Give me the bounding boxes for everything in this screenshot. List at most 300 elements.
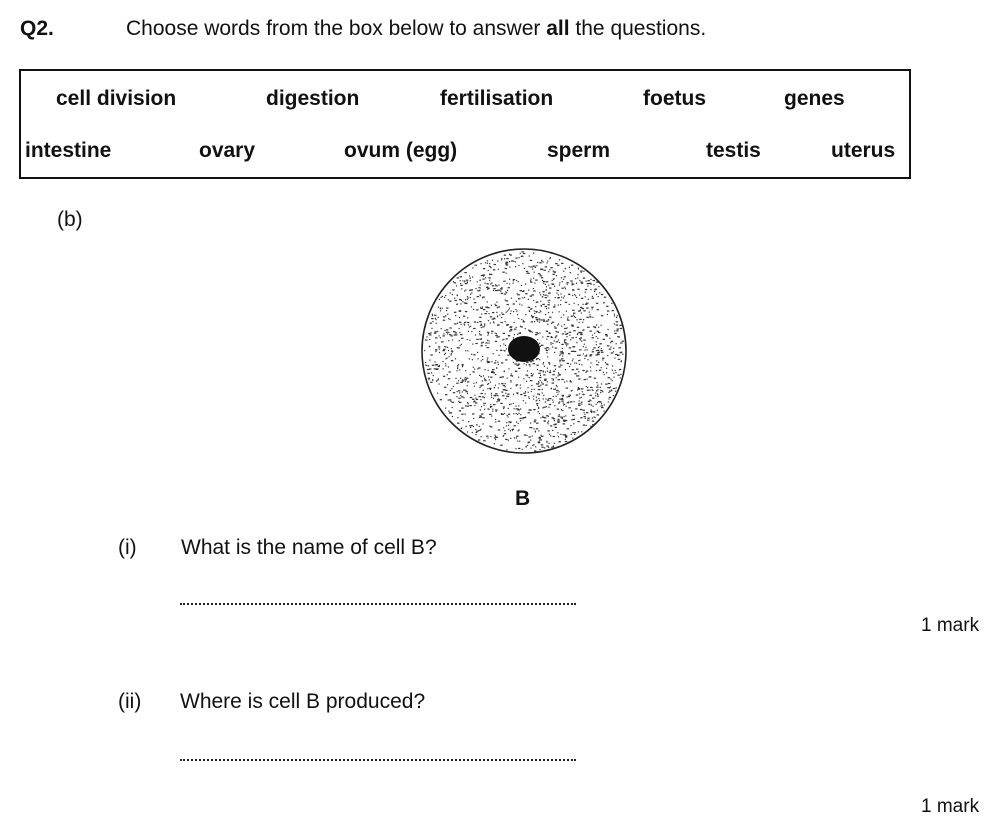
stipple-dot [547, 422, 548, 423]
stipple-dot [555, 297, 556, 298]
stipple-dot [465, 414, 466, 415]
stipple-dot [597, 402, 598, 403]
stipple-dot [509, 267, 510, 268]
stipple-dot [562, 348, 563, 349]
stipple-dot [560, 417, 562, 418]
stipple-dot [487, 263, 488, 264]
stipple-dot [559, 361, 560, 362]
stipple-dot [549, 288, 551, 289]
stipple-dot [579, 319, 581, 320]
stipple-dot [538, 382, 539, 383]
stipple-dot [481, 327, 482, 328]
stipple-dot [570, 280, 572, 281]
stipple-dot [469, 340, 470, 341]
stipple-dot [503, 427, 504, 428]
stipple-dot [438, 346, 440, 347]
stipple-dot [456, 285, 457, 286]
stipple-dot [538, 430, 539, 431]
stipple-dot [581, 364, 582, 365]
stipple-dot [479, 317, 481, 318]
stipple-dot [585, 418, 586, 419]
stipple-dot [544, 366, 545, 367]
stipple-dot [611, 303, 612, 304]
stipple-dot [614, 315, 615, 316]
stipple-dot [561, 326, 562, 327]
stipple-dot [614, 330, 615, 331]
stipple-dot [481, 360, 482, 361]
stipple-dot [501, 362, 503, 363]
stipple-dot [587, 280, 589, 281]
stipple-dot [467, 339, 468, 340]
stipple-dot [459, 299, 461, 300]
stipple-dot [543, 363, 544, 364]
stipple-dot [545, 306, 547, 307]
stipple-dot [534, 450, 536, 451]
stipple-dot [426, 336, 427, 337]
stipple-dot [528, 392, 529, 393]
stipple-dot [436, 381, 437, 382]
stipple-dot [548, 312, 549, 313]
stipple-dot [541, 305, 542, 306]
stipple-dot [551, 336, 552, 337]
stipple-dot [530, 422, 531, 423]
answer-line[interactable] [180, 759, 576, 761]
stipple-dot [544, 420, 546, 421]
stipple-dot [438, 378, 439, 379]
stipple-dot [567, 333, 568, 334]
stipple-dot [559, 259, 560, 260]
stipple-dot [499, 377, 501, 378]
stipple-dot [592, 335, 593, 336]
stipple-dot [563, 404, 564, 405]
stipple-dot [498, 285, 499, 286]
stipple-dot [507, 324, 509, 325]
stipple-dot [468, 403, 469, 404]
stipple-dot [521, 305, 522, 306]
stipple-dot [479, 426, 480, 427]
stipple-dot [579, 322, 580, 323]
stipple-dot [508, 425, 509, 426]
stipple-dot [433, 375, 434, 376]
stipple-dot [481, 342, 482, 343]
stipple-dot [460, 280, 461, 281]
instruction-text-bold: all [546, 17, 570, 40]
stipple-dot [610, 347, 611, 348]
stipple-dot [461, 427, 462, 428]
stipple-dot [475, 265, 476, 266]
stipple-dot [515, 258, 516, 259]
stipple-dot [518, 448, 520, 449]
stipple-dot [604, 404, 605, 405]
stipple-dot [549, 269, 550, 270]
stipple-dot [572, 290, 574, 291]
stipple-dot [578, 360, 579, 361]
stipple-dot [429, 368, 431, 369]
stipple-dot [558, 298, 559, 299]
stipple-dot [541, 345, 543, 346]
stipple-dot [484, 323, 485, 324]
stipple-dot [541, 382, 542, 383]
stipple-dot [551, 283, 553, 284]
stipple-dot [557, 420, 559, 421]
stipple-dot [497, 316, 498, 317]
stipple-dot [581, 283, 583, 284]
stipple-dot [601, 403, 602, 404]
stipple-dot [507, 311, 508, 312]
stipple-dot [491, 361, 492, 362]
stipple-dot [436, 364, 438, 365]
stipple-dot [470, 326, 471, 327]
stipple-dot [437, 331, 438, 332]
stipple-dot [424, 350, 425, 351]
stipple-dot [529, 377, 530, 378]
stipple-dot [489, 379, 490, 380]
stipple-dot [460, 334, 462, 335]
stipple-dot [580, 271, 582, 272]
stipple-dot [466, 378, 468, 379]
stipple-dot [558, 373, 559, 374]
stipple-dot [452, 351, 453, 352]
stipple-dot [448, 299, 449, 300]
stipple-dot [490, 322, 491, 323]
stipple-dot [568, 353, 570, 354]
stipple-dot [465, 405, 466, 406]
stipple-dot [549, 293, 551, 294]
stipple-dot [446, 358, 447, 359]
stipple-dot [447, 314, 448, 315]
stipple-dot [477, 296, 479, 297]
stipple-dot [528, 412, 530, 413]
stipple-dot [547, 381, 548, 382]
stipple-dot [548, 302, 549, 303]
stipple-dot [616, 343, 617, 344]
stipple-dot [555, 427, 557, 428]
stipple-dot [449, 356, 450, 357]
stipple-dot [613, 388, 615, 389]
stipple-dot [564, 331, 565, 332]
stipple-dot [459, 410, 461, 411]
stipple-dot [523, 393, 525, 394]
stipple-dot [609, 338, 610, 339]
stipple-dot [481, 338, 482, 339]
stipple-dot [441, 297, 442, 298]
stipple-dot [505, 398, 506, 399]
stipple-dot [538, 386, 540, 387]
stipple-dot [610, 379, 611, 380]
stipple-dot [583, 271, 584, 272]
stipple-dot [576, 283, 577, 284]
stipple-dot [535, 334, 537, 335]
stipple-dot [572, 284, 574, 285]
stipple-dot [534, 310, 535, 311]
stipple-dot [482, 306, 483, 307]
answer-line[interactable] [180, 603, 576, 605]
stipple-dot [479, 387, 480, 388]
stipple-dot [614, 333, 616, 334]
stipple-dot [459, 310, 461, 311]
stipple-dot [547, 261, 548, 262]
stipple-dot [598, 327, 599, 328]
stipple-dot [488, 270, 489, 271]
stipple-dot [551, 344, 552, 345]
stipple-dot [550, 413, 551, 414]
stipple-dot [587, 387, 588, 388]
stipple-dot [518, 423, 519, 424]
stipple-dot [605, 362, 606, 363]
stipple-dot [539, 312, 540, 313]
stipple-dot [542, 291, 544, 292]
stipple-dot [528, 330, 529, 331]
stipple-dot [547, 324, 548, 325]
stipple-dot [565, 268, 566, 269]
stipple-dot [622, 341, 624, 342]
stipple-dot [537, 383, 539, 384]
stipple-dot [533, 278, 534, 279]
stipple-dot [506, 348, 507, 349]
stipple-dot [526, 381, 527, 382]
stipple-dot [573, 313, 575, 314]
stipple-dot [459, 332, 460, 333]
stipple-dot [485, 262, 486, 263]
stipple-dot [571, 434, 572, 435]
stipple-dot [597, 414, 599, 415]
stipple-dot [546, 308, 547, 309]
stipple-dot [567, 318, 568, 319]
stipple-dot [574, 401, 575, 402]
stipple-dot [586, 355, 587, 356]
stipple-dot [499, 383, 500, 384]
stipple-dot [607, 310, 609, 311]
stipple-dot [593, 411, 595, 412]
stipple-dot [535, 306, 536, 307]
stipple-dot [461, 414, 463, 415]
stipple-dot [554, 340, 555, 341]
stipple-dot [587, 359, 588, 360]
stipple-dot [488, 320, 489, 321]
stipple-dot [507, 290, 508, 291]
stipple-dot [473, 328, 475, 329]
stipple-dot [496, 395, 497, 396]
stipple-dot [582, 370, 584, 371]
stipple-dot [513, 403, 514, 404]
stipple-dot [611, 352, 613, 353]
stipple-dot [582, 391, 583, 392]
stipple-dot [573, 419, 575, 420]
stipple-dot [508, 429, 509, 430]
stipple-dot [581, 337, 582, 338]
stipple-dot [585, 296, 586, 297]
stipple-dot [616, 317, 617, 318]
instruction-text-end: the questions. [569, 17, 707, 40]
stipple-dot [478, 367, 480, 368]
stipple-dot [479, 430, 480, 431]
stipple-dot [576, 342, 577, 343]
stipple-dot [602, 391, 603, 392]
stipple-dot [537, 405, 538, 406]
stipple-dot [572, 360, 573, 361]
stipple-dot [546, 290, 547, 291]
stipple-dot [480, 287, 481, 288]
stipple-dot [522, 418, 523, 419]
stipple-dot [620, 374, 621, 375]
stipple-dot [496, 302, 497, 303]
stipple-dot [515, 261, 516, 262]
stipple-dot [566, 388, 568, 389]
stipple-dot [531, 427, 532, 428]
stipple-dot [429, 334, 431, 335]
stipple-dot [571, 390, 572, 391]
stipple-dot [534, 272, 535, 273]
stipple-dot [593, 280, 595, 281]
stipple-dot [565, 441, 567, 442]
stipple-dot [528, 273, 529, 274]
stipple-dot [447, 347, 448, 348]
stipple-dot [558, 403, 559, 404]
stipple-dot [556, 392, 557, 393]
stipple-dot [501, 259, 502, 260]
stipple-dot [491, 282, 492, 283]
stipple-dot [435, 337, 437, 338]
stipple-dot [556, 336, 557, 337]
stipple-dot [463, 316, 465, 317]
stipple-dot [537, 262, 538, 263]
stipple-dot [498, 429, 500, 430]
stipple-dot [536, 302, 537, 303]
stipple-dot [601, 315, 603, 316]
stipple-dot [457, 368, 458, 369]
stipple-dot [497, 260, 498, 261]
stipple-dot [540, 346, 541, 347]
stipple-dot [435, 318, 436, 319]
stipple-dot [536, 319, 538, 320]
stipple-dot [570, 364, 571, 365]
stipple-dot [491, 395, 492, 396]
stipple-dot [507, 355, 509, 356]
stipple-dot [601, 325, 602, 326]
stipple-dot [594, 333, 595, 334]
stipple-dot [443, 320, 445, 321]
stipple-dot [579, 280, 580, 281]
stipple-dot [506, 425, 507, 426]
stipple-dot [575, 408, 577, 409]
stipple-dot [495, 333, 496, 334]
stipple-dot [591, 307, 593, 308]
stipple-dot [542, 416, 543, 417]
stipple-dot [572, 432, 573, 433]
stipple-dot [583, 425, 585, 426]
stipple-dot [474, 369, 475, 370]
stipple-dot [455, 332, 457, 333]
stipple-dot [471, 306, 472, 307]
stipple-dot [533, 396, 534, 397]
stipple-dot [468, 297, 469, 298]
stipple-dot [487, 340, 488, 341]
stipple-dot [562, 333, 564, 334]
stipple-dot [539, 449, 540, 450]
stipple-dot [425, 362, 426, 363]
stipple-dot [564, 382, 565, 383]
stipple-dot [439, 349, 440, 350]
stipple-dot [516, 311, 517, 312]
stipple-dot [561, 358, 563, 359]
stipple-dot [564, 287, 565, 288]
stipple-dot [613, 373, 614, 374]
stipple-dot [517, 334, 518, 335]
stipple-dot [464, 272, 466, 273]
stipple-dot [448, 366, 449, 367]
stipple-dot [467, 317, 468, 318]
stipple-dot [442, 296, 443, 297]
stipple-dot [609, 349, 611, 350]
stipple-dot [467, 431, 468, 432]
stipple-dot [514, 408, 515, 409]
stipple-dot [619, 369, 621, 370]
stipple-dot [620, 325, 622, 326]
stipple-dot [585, 289, 587, 290]
stipple-dot [515, 371, 516, 372]
stipple-dot [495, 409, 497, 410]
stipple-dot [543, 262, 544, 263]
stipple-dot [528, 290, 529, 291]
stipple-dot [543, 294, 544, 295]
stipple-dot [450, 335, 452, 336]
stipple-dot [610, 387, 611, 388]
stipple-dot [493, 269, 495, 270]
stipple-dot [515, 406, 516, 407]
stipple-dot [597, 385, 598, 386]
stipple-dot [482, 417, 484, 418]
stipple-dot [561, 317, 562, 318]
stipple-dot [513, 261, 514, 262]
stipple-dot [542, 383, 544, 384]
stipple-dot [463, 390, 465, 391]
stipple-dot [465, 377, 466, 378]
stipple-dot [506, 300, 508, 301]
stipple-dot [551, 388, 552, 389]
stipple-dot [607, 364, 608, 365]
stipple-dot [561, 344, 563, 345]
stipple-dot [553, 279, 554, 280]
stipple-dot [430, 354, 432, 355]
stipple-dot [543, 281, 545, 282]
stipple-dot [503, 343, 504, 344]
stipple-dot [604, 411, 605, 412]
stipple-dot [459, 402, 461, 403]
stipple-dot [586, 412, 588, 413]
stipple-dot [581, 272, 582, 273]
stipple-dot [491, 305, 492, 306]
word-bank-item: sperm [547, 139, 611, 162]
stipple-dot [526, 271, 528, 272]
stipple-dot [448, 332, 449, 333]
stipple-dot [598, 332, 600, 333]
stipple-dot [449, 319, 450, 320]
stipple-dot [451, 348, 452, 349]
stipple-dot [434, 361, 435, 362]
stipple-dot [574, 362, 575, 363]
stipple-dot [548, 407, 549, 408]
stipple-dot [505, 321, 506, 322]
stipple-dot [496, 312, 497, 313]
stipple-dot [473, 401, 475, 402]
stipple-dot [493, 404, 495, 405]
stipple-dot [436, 323, 437, 324]
stipple-dot [490, 404, 491, 405]
stipple-dot [475, 343, 477, 344]
stipple-dot [566, 311, 567, 312]
stipple-dot [514, 437, 515, 438]
stipple-dot [567, 363, 569, 364]
